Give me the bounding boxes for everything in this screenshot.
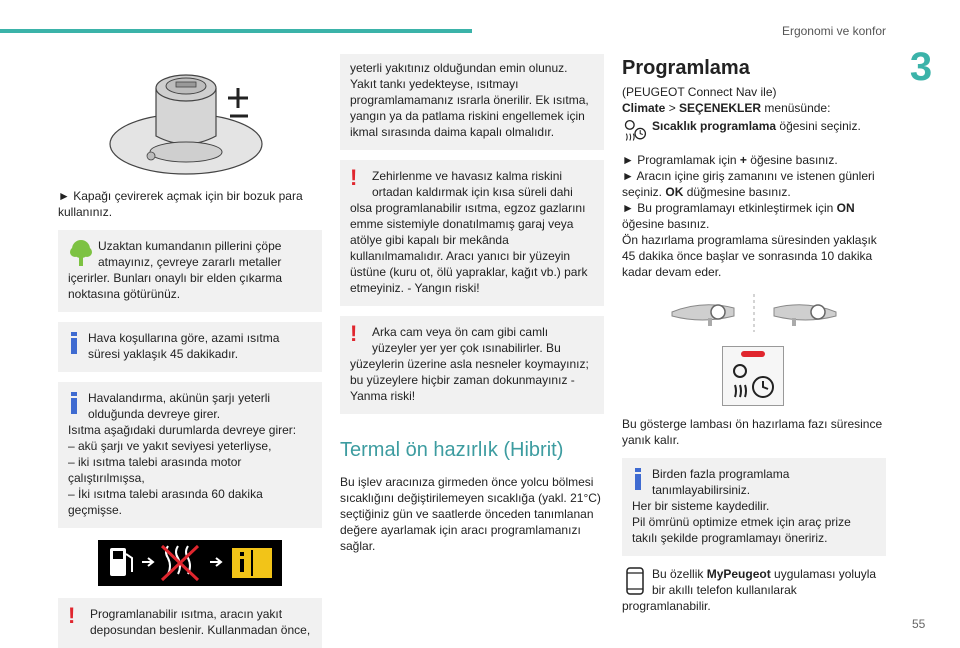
chapter-number: 3 bbox=[909, 45, 933, 89]
cap-instruction: ► Kapağı çevirerek açmak için bir bozuk para kullanınız. bbox=[58, 189, 303, 219]
warning-icon: ! bbox=[350, 165, 358, 190]
info-icon bbox=[70, 332, 78, 352]
warning-icon: ! bbox=[350, 321, 358, 346]
activation-line-1: Havalandırma, akünün şarjı yeterli olduğunda devreye girer. bbox=[88, 391, 271, 421]
recycle-leaf-icon bbox=[68, 238, 94, 268]
smartphone-icon bbox=[622, 566, 648, 596]
lamp-note: Bu gösterge lambası ön hazırlama fazı süresince yanık kalır. bbox=[622, 417, 883, 447]
manual-book-icon bbox=[232, 548, 272, 578]
fuel-cap-illustration bbox=[58, 52, 322, 180]
step-4: Ön hazırlama programlama süresinden yaklaşık 45 dakika önce başlar ve sonrasında 10 dakika kadar devam eder. bbox=[622, 233, 877, 279]
section-title: Ergonomi ve konfor bbox=[781, 24, 886, 38]
warning-box-fuel-continued bbox=[340, 54, 604, 150]
column-1 bbox=[58, 52, 322, 648]
column-3 bbox=[622, 56, 886, 614]
programming-info-line-2: Her bir sisteme kaydedilir. bbox=[632, 499, 770, 513]
activation-line-3: – akü şarjı ve yakıt seviyesi yeterliyse, bbox=[68, 439, 272, 453]
warning-box-burn bbox=[340, 316, 604, 414]
warning-fuel-continued-text: yeterli yakıtınız olduğundan emin olunuz. Yakıt tankı yedekteyse, ısıtmayı programlamamanız ısrarla önerilir. Ek ısıtma, yangın ya da patlama riskini engellemek için ikmal sırasında daima kapalı olmalıdır. bbox=[350, 61, 589, 139]
thermal-body-text: Bu işlev aracınıza girmeden önce yolcu bölmesi sıcaklığını değiştirilemeyen sıcaklığa (yakl. 21°C) seçtiğiniz gün ve saatlerde önceden tanımlanan değere ayarlamak için aracı programlamanızı sağlar. bbox=[340, 475, 601, 553]
info-icon bbox=[70, 392, 78, 412]
activation-line-5: – İki ısıtma talebi arasında 60 dakika geçmişse. bbox=[68, 487, 263, 517]
programming-info-line-3: Pil ömrünü optimize etmek için araç prize takılı şekilde programlamayı öneririz. bbox=[632, 515, 851, 545]
mypeugeot-app-note: Bu özellik MyPeugeot uygulaması yoluyla bir akıllı telefon kullanılarak programlanabilir. bbox=[622, 567, 877, 613]
warning-icon: ! bbox=[68, 603, 76, 628]
preconditioning-lamp-icon bbox=[722, 346, 784, 406]
programming-info-line-1: Birden fazla programlama tanımlayabilirsiniz. bbox=[652, 467, 790, 497]
header-accent-bar bbox=[0, 29, 472, 33]
warning-box-poisoning bbox=[340, 160, 604, 306]
arrow-icon bbox=[142, 558, 153, 566]
eco-note-box bbox=[58, 230, 322, 312]
section-heading-thermal: Termal ön hazırlık (Hibrit) bbox=[340, 439, 564, 461]
page-number: 55 bbox=[912, 617, 926, 631]
info-icon bbox=[634, 468, 642, 488]
step-3: ► Bu programlamayı etkinleştirmek için ON öğesine basınız. bbox=[622, 201, 855, 231]
eco-note-text: Uzaktan kumandanın pillerini çöpe atmayınız, çevreye zararlı metaller içerirler. Bunları onaylı bir elden çıkarma noktasına götürünüz. bbox=[68, 239, 283, 301]
info-box-activation bbox=[58, 382, 322, 528]
warning-fuel-text: Programlanabilir ısıtma, aracın yakıt deposundan beslenir. Kullanmadan önce, bbox=[90, 607, 311, 637]
warning-poisoning-text: Zehirlenme ve havasız kalma riskini ortadan kaldırmak için kısa süreli dahi olsa programlanabilir ısıtma, egzoz gazlarını emme sistemiyle donatılmamış garaj veya atölye gibi kapalı bir mekânda kullanılmamalıdır. Aracı yanıcı bir yüzeyin üstüne (kuru ot, ölü yapraklar, kağıt vb.) park etmeyiniz. - Yangın riski! bbox=[350, 169, 588, 295]
info-box-heating-time-text: Hava koşullarına göre, azami ısıtma süresi yaklaşık 45 dakikadır. bbox=[88, 331, 280, 361]
step-1: ► Programlamak için + öğesine basınız. bbox=[622, 153, 838, 167]
fan-clock-icon bbox=[622, 118, 648, 144]
section-heading-programming: Programlama bbox=[622, 57, 750, 79]
activation-line-2: Isıtma aşağıdaki durumlarda devreye girer: bbox=[68, 423, 297, 437]
column-2 bbox=[340, 54, 604, 554]
activation-line-4: – iki ısıtma talebi arasında motor çalıştırılmışsa, bbox=[68, 455, 242, 485]
menu-path: Climate > SEÇENEKLER menüsünde: bbox=[622, 101, 831, 115]
info-box-heating-time bbox=[58, 322, 322, 372]
heater-crossed-icon bbox=[162, 546, 198, 580]
warning-box-fuel bbox=[58, 598, 322, 648]
step-2: ► Aracın içine giriş zamanını ve istenen günleri seçiniz. OK düğmesine basınız. bbox=[622, 169, 875, 199]
select-temperature-programming: Sıcaklık programlama öğesini seçiniz. bbox=[622, 118, 886, 144]
info-box-programming bbox=[622, 458, 886, 556]
dashboard-illustration bbox=[622, 292, 886, 334]
nav-note: (PEUGEOT Connect Nav ile) bbox=[622, 85, 777, 99]
refuel-warning-pictogram bbox=[98, 540, 282, 586]
warning-burn-text: Arka cam veya ön cam gibi camlı yüzeyler yer yer çok ısınabilirler. Bu yüzeylerin üzerine asla nesneler koymayınız; bu yüzeylere hiçbir zaman dokunmayınız - Yanma riski! bbox=[350, 325, 589, 403]
